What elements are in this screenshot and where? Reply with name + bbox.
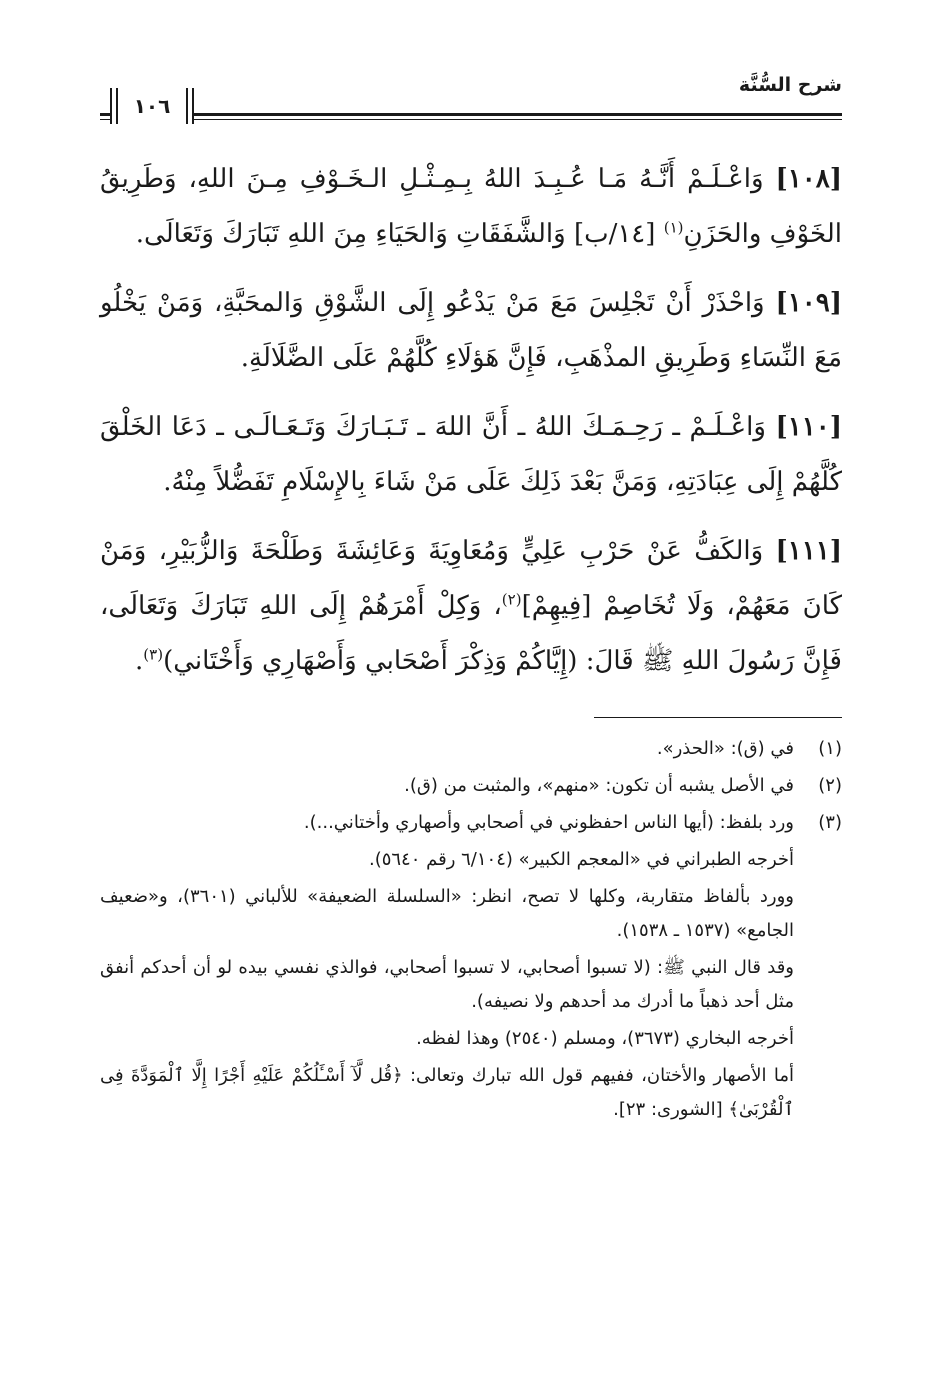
footnote-body [100,769,794,806]
footnote-1 [100,732,842,769]
footnote-number: (٣) [818,812,842,833]
footnote-body [100,732,794,769]
footnote-number: (١) [818,738,842,759]
main-text [100,152,842,689]
paragraph-111 [100,524,842,689]
book-page [100,70,842,1330]
footnote-line: أخرجه الطبراني في «المعجم الكبير» (٦/١٠٤ رقم ٥٦٤٠). [368,849,794,870]
page-number-frame [110,88,194,124]
page-header [100,70,842,130]
paragraph-text: وَاحْذَرْ أَنْ تَجْلِسَ مَعَ مَنْ يَدْعُو إِلَى الشَّوْقِ وَالمحَبَّةِ، وَمَنْ يَخْلُو مَعَ النِّسَاءِ وَطَرِيقِ المذْهَبِ، فَإِنَّ هَؤلَاءِ كُلَّهُمْ عَلَى الضَّلَالَةِ. [100,288,842,373]
paragraph-text: وَالكَفُّ عَنْ حَرْبِ عَلِيٍّ وَمُعَاوِيَةَ وَعَائِشَةَ وَطَلْحَةَ وَالزُّبَيْرِ، وَمَنْ كَانَ مَعَهُمْ، وَلَا تُخَاصِمْ [فِيهِمْ] [100,536,842,621]
paragraph-number: [١٠٨] [775,164,843,194]
paragraph-text: [١٤/ب] وَالشَّفَقَاتِ وَالحَيَاءِ مِنَ اللهِ تَبَارَكَ وَتَعَالَى. [135,219,656,249]
footnote-line: في (ق): «الحذر». [656,738,794,759]
footnote-line: وورد بألفاظ متقاربة، وكلها لا تصح، انظر: «السلسلة الضعيفة» للألباني (٣٦٠١)، و«ضعيف الجامع» (١٥٣٧ ـ ١٥٣٨). [100,886,794,941]
footnote-marker: (٢) [501,590,522,609]
footnote-body [100,806,794,1130]
paragraph-number: [١١٠] [775,412,842,442]
paragraph-110 [100,400,842,510]
paragraph-text: ، وَكِلْ أَمْرَهُمْ إِلَى اللهِ تَبَارَكَ وَتَعَالَى، فَإِنَّ رَسُولَ اللهِ ﷺ قَالَ: (إِيَّاكُمْ وَذِكْرَ أَصْحَابي وَأَصْهَارِي وَأَخْتَاني) [100,591,842,676]
footnote-line: وقد قال النبي ﷺ: (لا تسبوا أصحابي، لا تسبوا أصحابي، فوالذي نفسي بيده لو أن أحدكم أنفق مثل أحد ذهباً ما أدرك مد أحدهم ولا نصيفه). [100,957,794,1012]
paragraph-number: [١١١] [775,536,843,566]
paragraph-number: [١٠٩] [775,288,842,318]
footnote-separator [594,717,842,718]
footnote-marker: (٣) [143,645,164,664]
paragraph-109 [100,276,842,386]
paragraph-text: . [135,646,144,676]
frame-ornament-right [186,88,194,124]
footnotes [100,732,842,1130]
footnote-2 [100,769,842,806]
paragraph-108 [100,152,842,262]
page-number: ١٠٦ [133,94,171,118]
paragraph-text: وَاعْـلَـمْ أَنَّـهُ مَـا عُـبِـدَ اللهُ بِـمِـثْـلِ الـخَـوْفِ مِـنَ اللهِ، وَطَرِيقُ الخَوْفِ والحَزَنِ [100,164,842,249]
frame-ornament-left [110,88,118,124]
footnote-3 [100,806,842,1130]
paragraph-text: وَاعْـلَـمْ ـ رَحِـمَـكَ اللهُ ـ أَنَّ اللهَ ـ تَـبَـارَكَ وَتَـعَـالَـى ـ دَعَا الخَلْقَ كُلَّهُمْ إِلَى عِبَادَتِهِ، وَمَنَّ بَعْدَ ذَلِكَ عَلَى مَنْ شَاءَ بِالإِسْلَامِ تَفَضُّلاً مِنْهُ. [100,412,842,497]
footnote-line: أما الأصهار والأختان، ففيهم قول الله تبارك وتعالى: ﴿قُل لَّآ أَسْـَٔلُكُمْ عَلَيْهِ أَجْرًا إِلَّا ٱلْمَوَدَّةَ فِى ٱلْقُرْبَىٰ﴾ [الشورى: ٢٣]. [100,1065,794,1120]
footnote-number: (٢) [818,775,842,796]
footnote-line: في الأصل يشبه أن تكون: «منهم»، والمثبت من (ق). [404,775,794,796]
header-rule [100,113,842,120]
running-title: شرح السُّنَّة [738,74,842,96]
footnote-line: أخرجه البخاري (٣٦٧٣)، ومسلم (٢٥٤٠) وهذا لفظه. [416,1028,794,1049]
footnote-marker: (١) [663,218,684,237]
footnote-line: ورد بلفظ: (أيها الناس احفظوني في أصحابي وأصهاري وأختاني...). [303,812,794,833]
